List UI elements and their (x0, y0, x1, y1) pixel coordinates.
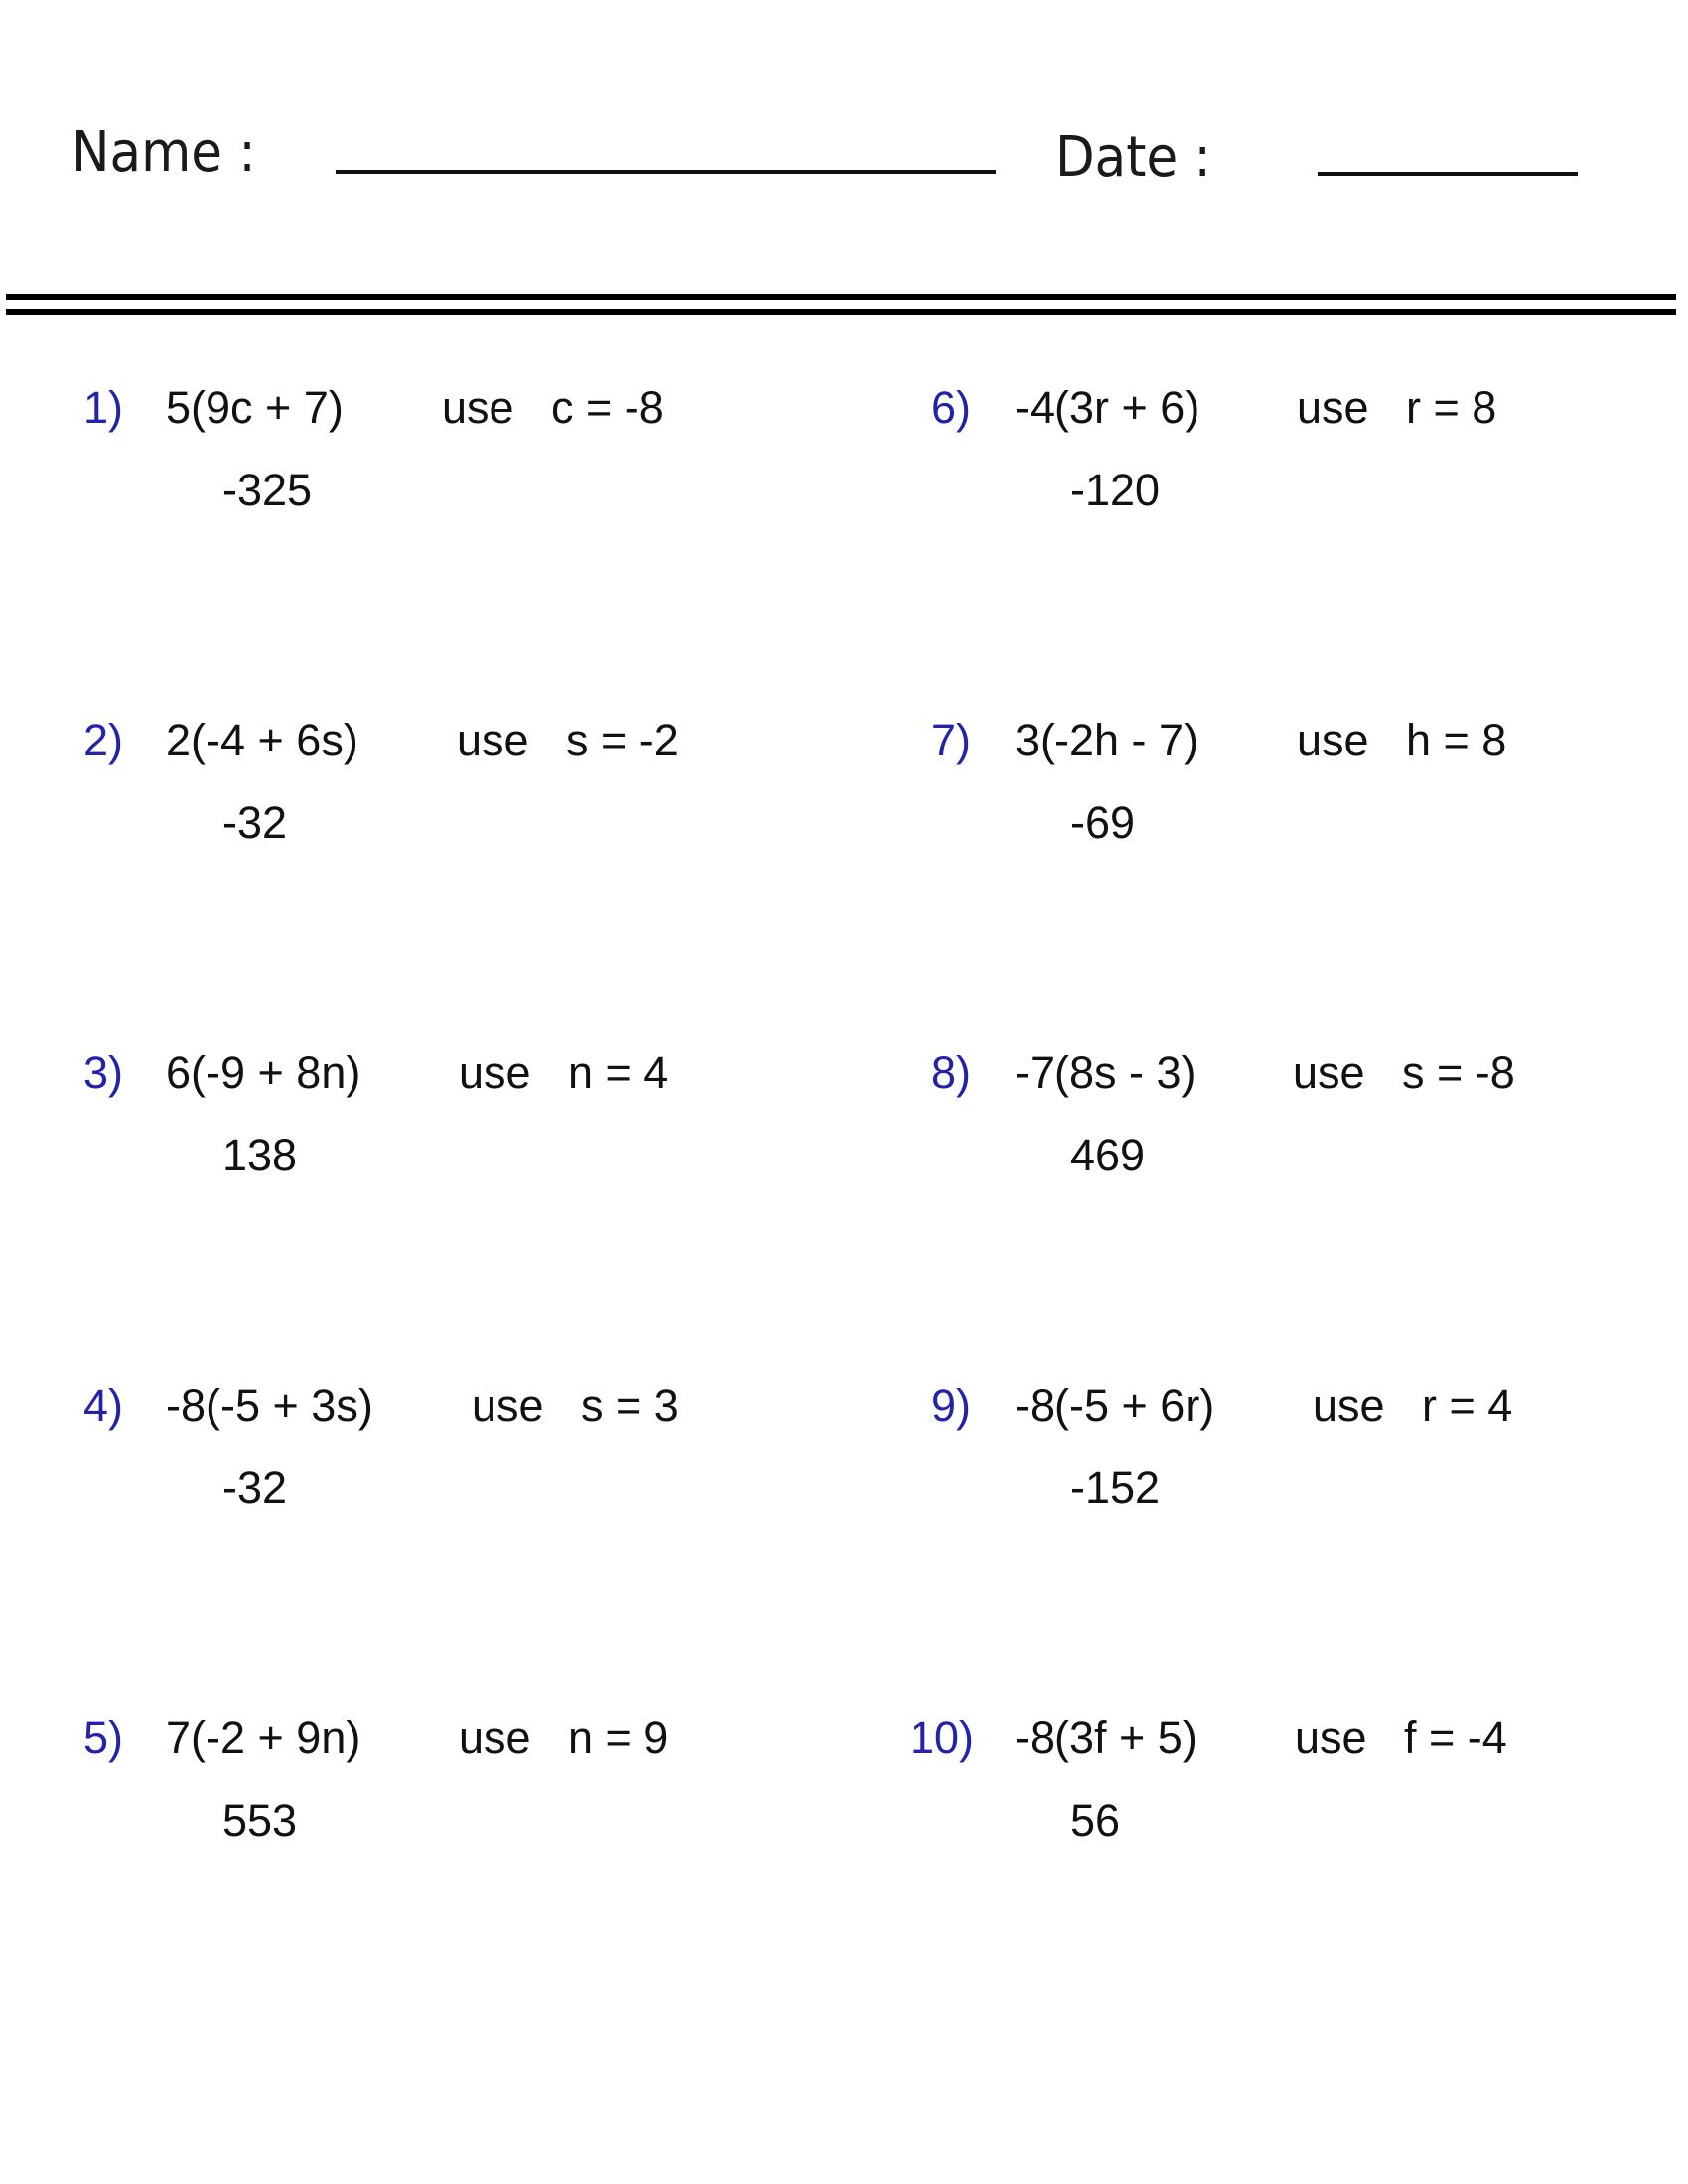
variable-assignment: r = 4 (1422, 1380, 1513, 1431)
problem-number: 4) (83, 1380, 124, 1431)
problem-expression: 5(9c + 7) (166, 382, 344, 433)
problem-expression: -8(-5 + 6r) (1015, 1380, 1215, 1431)
problem-number: 5) (83, 1712, 124, 1763)
problem-1 (0, 382, 755, 544)
use-label: use (1297, 715, 1369, 765)
problem-6 (844, 382, 1599, 544)
problem-number: 10) (910, 1712, 975, 1763)
problem-number: 3) (83, 1047, 124, 1098)
header-divider (6, 294, 1676, 315)
use-label: use (1297, 382, 1369, 433)
use-label: use (1293, 1047, 1365, 1098)
use-label: use (457, 715, 529, 765)
name-label: Name : (71, 120, 256, 185)
variable-assignment: r = 8 (1406, 382, 1497, 433)
problem-number: 6) (931, 382, 972, 433)
problem-expression: 6(-9 + 8n) (166, 1047, 361, 1098)
problem-8 (844, 1047, 1599, 1209)
problem-answer: -32 (222, 797, 288, 848)
use-label: use (459, 1047, 531, 1098)
problem-answer: -69 (1070, 797, 1136, 848)
problem-answer: 138 (222, 1130, 298, 1180)
problem-expression: -8(-5 + 3s) (166, 1380, 373, 1431)
variable-assignment: n = 4 (568, 1047, 669, 1098)
problem-number: 9) (931, 1380, 972, 1431)
problem-expression: -7(8s - 3) (1015, 1047, 1196, 1098)
problem-expression: 2(-4 + 6s) (166, 715, 358, 765)
problem-expression: 7(-2 + 9n) (166, 1712, 361, 1763)
variable-assignment: f = -4 (1404, 1712, 1507, 1763)
use-label: use (459, 1712, 531, 1763)
problem-2 (0, 715, 755, 877)
use-label: use (1295, 1712, 1367, 1763)
variable-assignment: n = 9 (568, 1712, 669, 1763)
problem-answer: -325 (222, 465, 313, 515)
problem-answer: 469 (1070, 1130, 1146, 1180)
problem-expression: 3(-2h - 7) (1015, 715, 1199, 765)
use-label: use (442, 382, 514, 433)
date-blank-line (1318, 172, 1578, 176)
problem-number: 1) (83, 382, 124, 433)
use-label: use (472, 1380, 544, 1431)
variable-assignment: s = -2 (566, 715, 679, 765)
variable-assignment: s = 3 (581, 1380, 679, 1431)
problem-answer: 553 (222, 1795, 298, 1845)
variable-assignment: s = -8 (1402, 1047, 1515, 1098)
variable-assignment: c = -8 (551, 382, 664, 433)
date-label: Date : (1055, 125, 1211, 190)
problem-answer: -32 (222, 1462, 288, 1513)
problem-3 (0, 1047, 755, 1209)
problem-expression: -4(3r + 6) (1015, 382, 1200, 433)
problem-number: 8) (931, 1047, 972, 1098)
problem-10 (844, 1712, 1599, 1874)
problem-expression: -8(3f + 5) (1015, 1712, 1197, 1763)
variable-assignment: h = 8 (1406, 715, 1507, 765)
problem-number: 2) (83, 715, 124, 765)
use-label: use (1313, 1380, 1385, 1431)
problem-answer: 56 (1070, 1795, 1121, 1845)
problem-7 (844, 715, 1599, 877)
problem-9 (844, 1380, 1599, 1542)
problem-4 (0, 1380, 755, 1542)
name-blank-line (336, 170, 996, 174)
problem-answer: -120 (1070, 465, 1161, 515)
problem-number: 7) (931, 715, 972, 765)
problem-5 (0, 1712, 755, 1874)
problem-answer: -152 (1070, 1462, 1161, 1513)
